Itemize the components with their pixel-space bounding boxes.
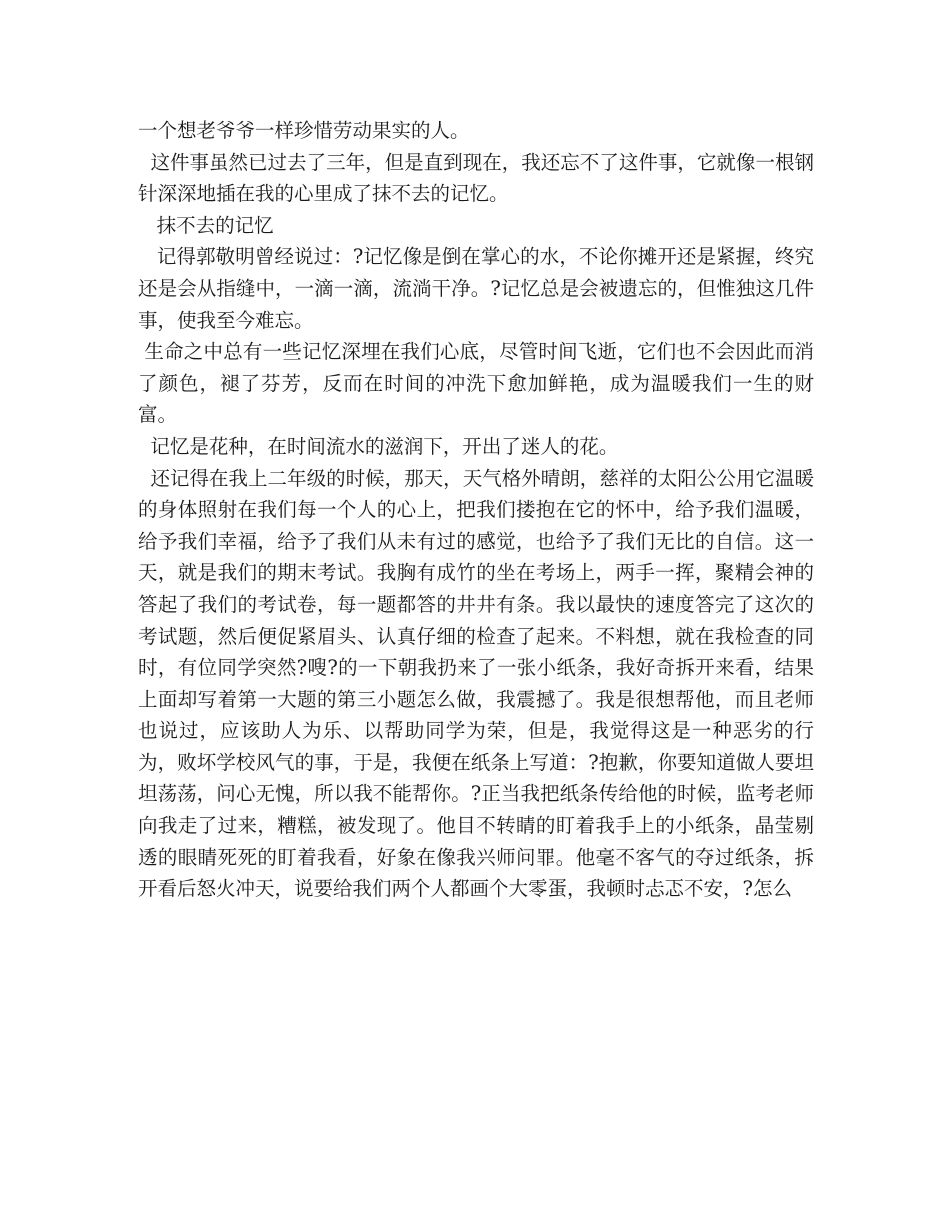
paragraph: 记得郭敬明曾经说过：?记忆像是倒在掌心的水，不论你摊开还是紧握，终究还是会从指缝中，一滴一滴，流淌干净。?记忆总是会被遗忘的，但惟独这几件事，使我至今难忘。 (138, 245, 814, 332)
paragraph: 生命之中总有一些记忆深埋在我们心底，尽管时间飞逝，它们也不会因此而消了颜色，褪了芬芳，反而在时间的冲洗下愈加鲜艳，成为温暖我们一生的财富。 (138, 340, 814, 427)
paragraph: 一个想老爷爷一样珍惜劳动果实的人。 (138, 119, 470, 142)
section-heading: 抹不去的记忆 (138, 213, 274, 237)
paragraph: 还记得在我上二年级的时候，那天，天气格外晴朗，慈祥的太阳公公用它温暖的身体照射在我们每一个人的心上，把我们搂抱在它的怀中，给予我们温暖，给予我们幸福，给予了我们从未有过的感觉，也给予了我们无比的自信。这一天，就是我们的期末考试。我胸有成竹的坐在考场上，两手一挥，聚精会神的答起了我们的考试卷，每一题都答的井井有条。我以最快的速度答完了这次的考试题，然后便促紧眉头、认真仔细的检查了起来。不料想，就在我检查的同时，有位同学突然?嗖?的一下朝我扔来了一张小纸条，我好奇拆开来看，结果上面却写着第一大题的第三小题怎么做，我震撼了。我是很想帮他，而且老师也说过，应该助人为乐、以帮助同学为荣，但是，我觉得这是一种恶劣的行为，败坏学校风气的事，于是，我便在纸条上写道：?抱歉，你要知道做人要坦坦荡荡，问心无愧，所以我不能帮你。?正当我把纸条传给他的时候，监考老师向我走了过来，糟糕，被发现了。他目不转睛的盯着我手上的小纸条，晶莹剔透的眼睛死死的盯着我看，好象在像我兴师问罪。他毫不客气的夺过纸条，拆开看后怒火冲天，说要给我们两个人都画个大零蛋，我顿时忐忑不安，?怎么 (138, 466, 814, 901)
paragraph: 这件事虽然已过去了三年，但是直到现在，我还忘不了这件事，它就像一根钢针深深地插在我的心里成了抹不去的记忆。 (138, 150, 814, 206)
document-body (138, 115, 814, 905)
paragraph: 记忆是花种，在时间流水的滋润下，开出了迷人的花。 (138, 434, 619, 458)
